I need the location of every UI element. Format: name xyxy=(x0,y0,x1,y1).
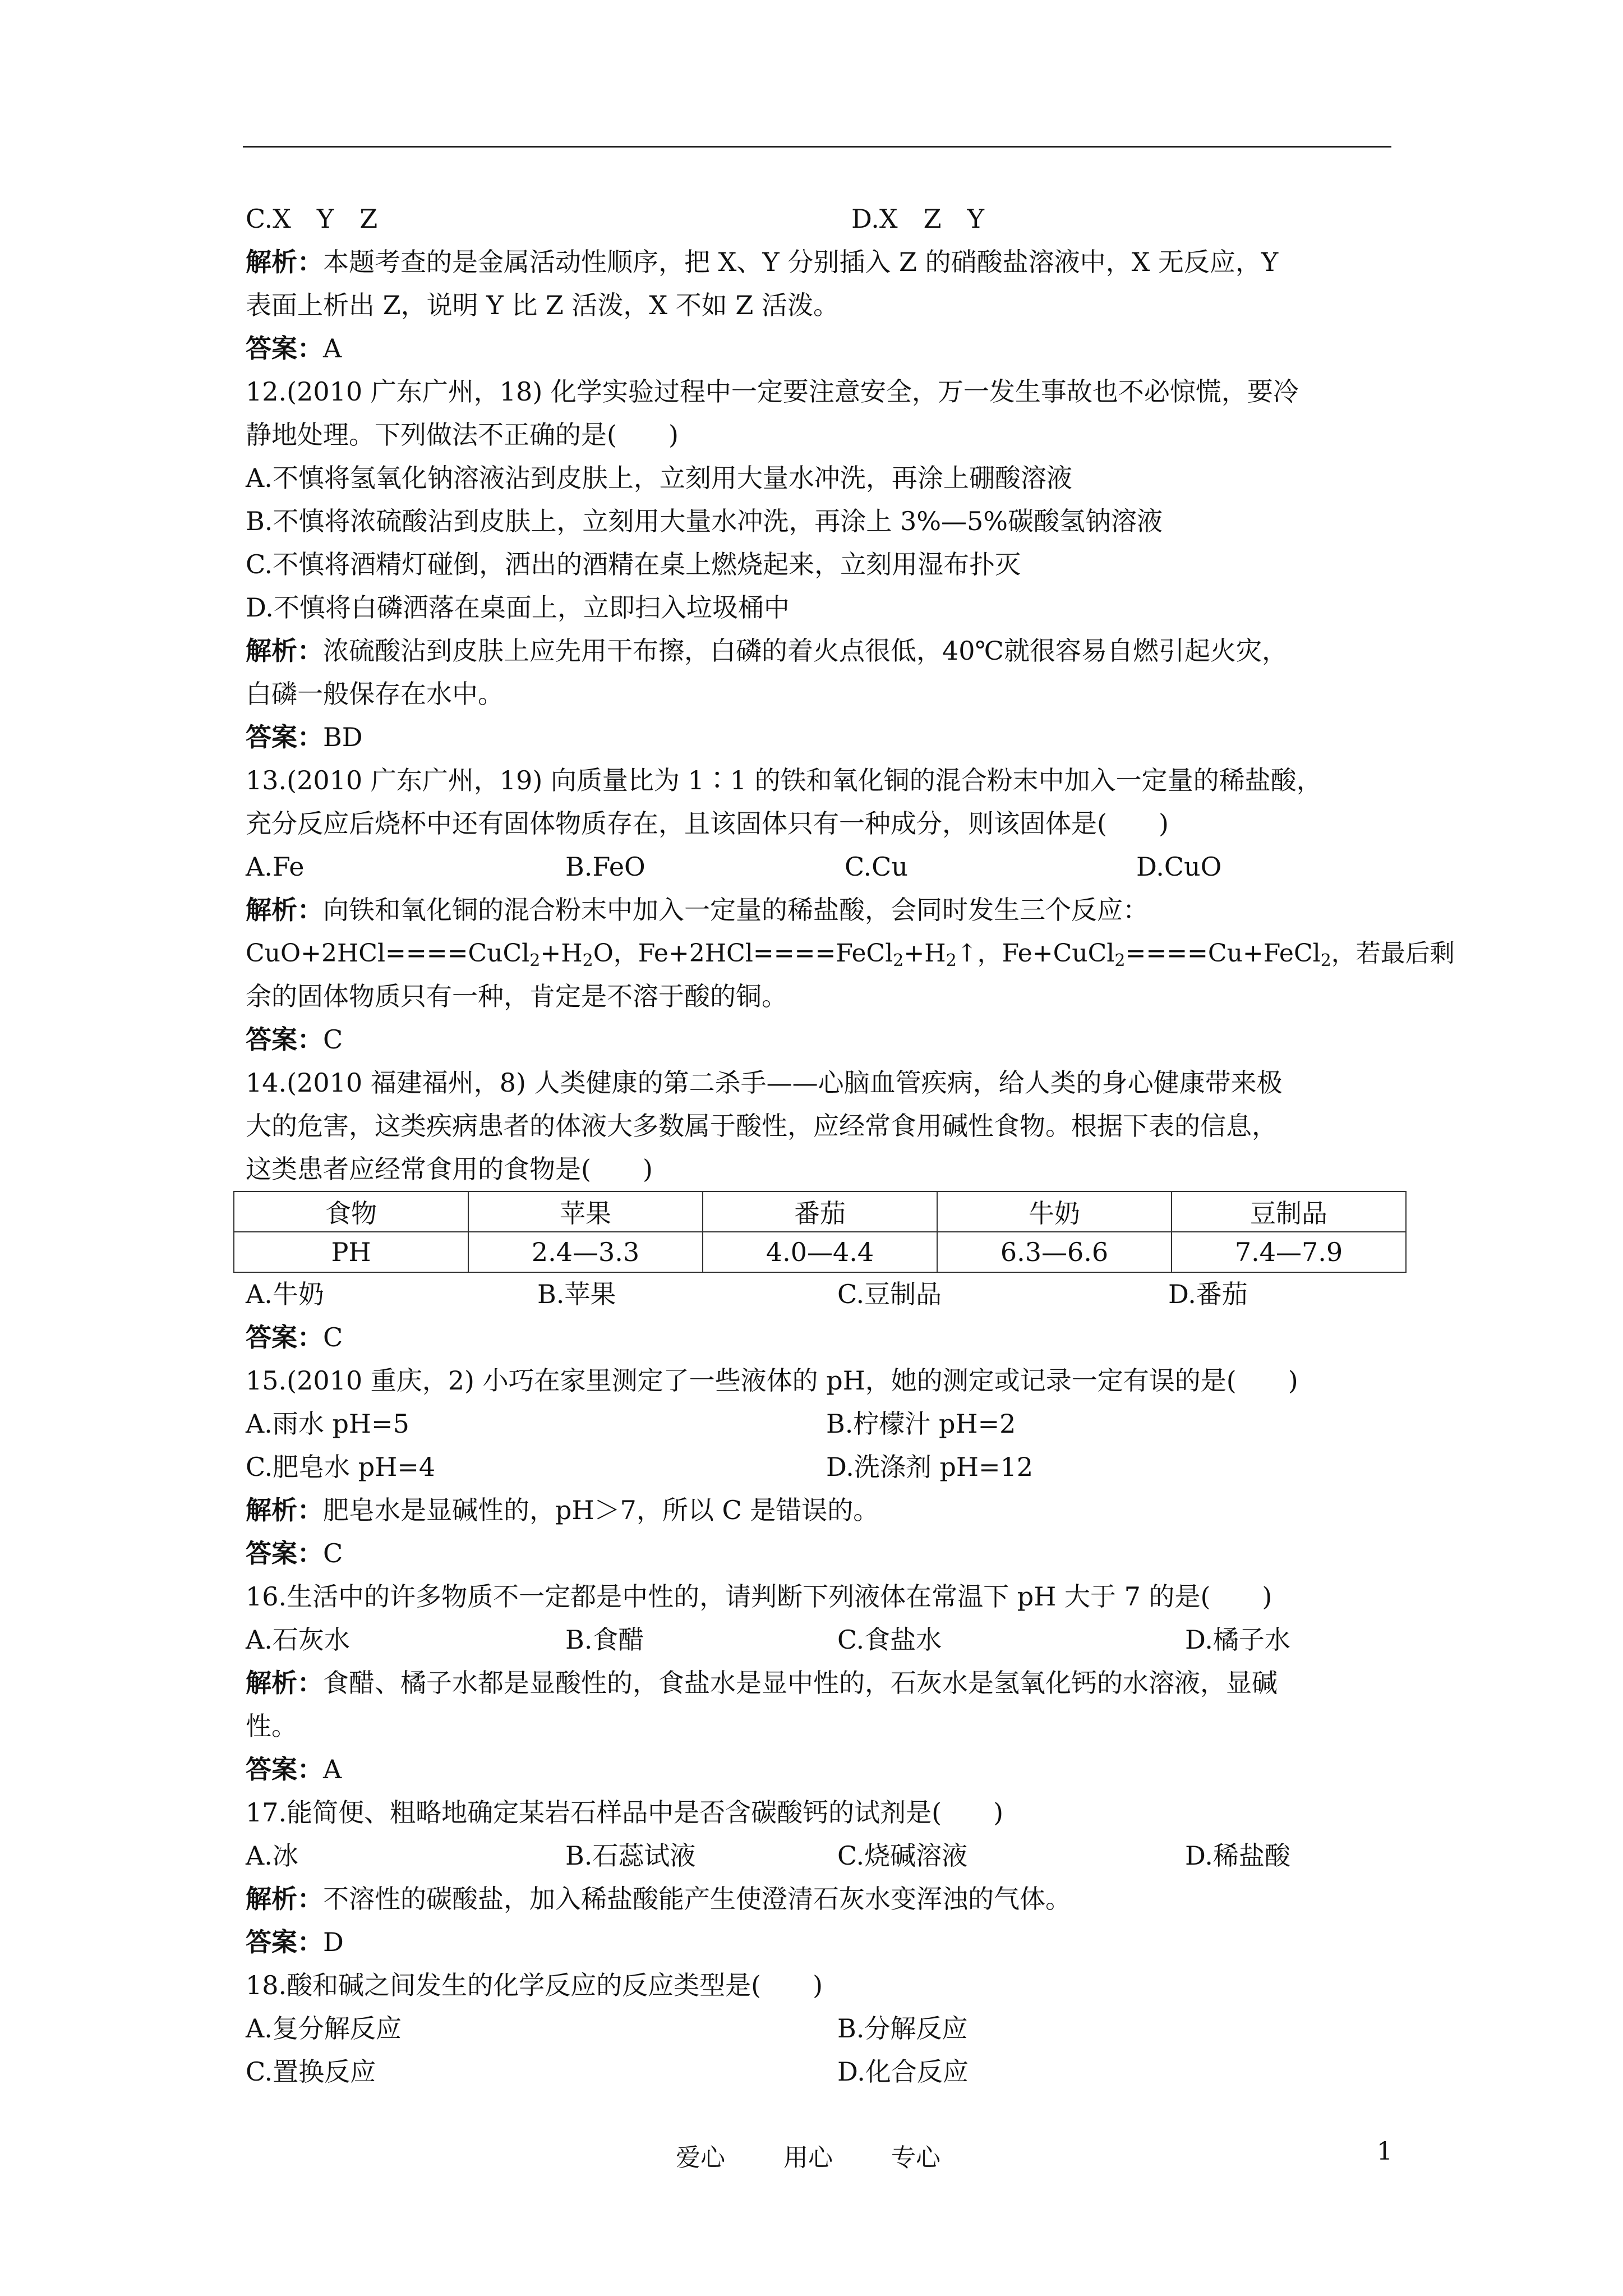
q18-option-a: A.复分解反应 xyxy=(246,2013,402,2044)
q12-analysis-cont: 白磷一般保存在水中。 xyxy=(246,679,504,709)
q14-options xyxy=(246,1273,1395,1316)
table-cell: 豆制品 xyxy=(1172,1191,1406,1232)
q11-analysis-cont: 表面上析出 Z，说明 Y 比 Z 活泼，X 不如 Z 活泼。 xyxy=(246,290,839,320)
answer-value: A xyxy=(323,333,342,364)
q17-answer xyxy=(246,1921,1395,1964)
answer-value: A xyxy=(323,1754,342,1784)
q13-option-c: C.Cu xyxy=(845,852,909,882)
eq-sub: 2 xyxy=(893,951,904,970)
eq-part: ====Cu+FeCl xyxy=(1125,939,1321,968)
q14-answer xyxy=(246,1316,1395,1359)
q14-stem: 14.(2010 福建福州，8) 人类健康的第二杀手——心脑血管疾病，给人类的身心健康带来极 xyxy=(246,1068,1283,1098)
footer-text: 爱心 xyxy=(676,2143,725,2172)
answer-label: 答案： xyxy=(246,1322,323,1352)
analysis-label: 解析： xyxy=(246,1884,323,1914)
table-cell: 番茄 xyxy=(703,1191,937,1232)
q15-stem: 15.(2010 重庆，2) 小巧在家里测定了一些液体的 pH，她的测定或记录一定有误的是( ) xyxy=(246,1365,1298,1396)
q13-option-d: D.CuO xyxy=(1136,852,1222,882)
answer-value: D xyxy=(323,1927,344,1957)
analysis-label: 解析： xyxy=(246,1495,323,1525)
q18-stem: 18.酸和碱之间发生的化学反应的反应类型是( ) xyxy=(246,1970,823,2000)
q18-option-c: C.置换反应 xyxy=(246,2056,376,2087)
q16-answer xyxy=(246,1748,1395,1791)
analysis-text: 本题考查的是金属活动性顺序，把 X、Y 分别插入 Z 的硝酸盐溶液中，X 无反应，Y xyxy=(323,247,1279,277)
eq-sub: 2 xyxy=(1114,951,1126,970)
table-cell: 2.4—3.3 xyxy=(468,1232,703,1272)
q13-equations xyxy=(246,932,1455,975)
analysis-label: 解析： xyxy=(246,895,323,925)
q16-option-c: C.食盐水 xyxy=(837,1625,942,1655)
q17-option-d: D.稀盐酸 xyxy=(1185,1841,1290,1871)
q16-stem: 16.生活中的许多物质不一定都是中性的，请判断下列液体在常温下 pH 大于 7 的是( ) xyxy=(246,1581,1272,1612)
page-footer xyxy=(676,2137,991,2173)
answer-label: 答案： xyxy=(246,333,323,364)
table-cell: 7.4—7.9 xyxy=(1172,1232,1406,1272)
q13-options xyxy=(246,845,1395,889)
q14-option-a: A.牛奶 xyxy=(246,1279,324,1309)
q13-analysis-cont: 余的固体物质只有一种，肯定是不溶于酸的铜。 xyxy=(246,981,787,1011)
q12-stem-cont: 静地处理。下列做法不正确的是( ) xyxy=(246,420,679,450)
eq-part: +H xyxy=(903,939,946,968)
q13-stem-cont: 充分反应后烧杯中还有固体物质存在，且该固体只有一种成分，则该固体是( ) xyxy=(246,808,1169,839)
page-number: 1 xyxy=(1377,2137,1393,2166)
q14-option-d: D.番茄 xyxy=(1168,1279,1248,1309)
q15-options-2 xyxy=(246,1446,1395,1489)
q15-option-a: A.雨水 pH=5 xyxy=(246,1409,409,1439)
q15-answer xyxy=(246,1532,1395,1575)
q13-stem: 13.(2010 广东广州，19) 向质量比为 1∶1 的铁和氧化铜的混合粉末中加入一定量的稀盐酸， xyxy=(246,765,1322,795)
q15-option-c: C.肥皂水 pH=4 xyxy=(246,1452,436,1482)
answer-label: 答案： xyxy=(246,722,323,752)
analysis-text: 不溶性的碳酸盐，加入稀盐酸能产生使澄清石灰水变浑浊的气体。 xyxy=(323,1884,1071,1914)
eq-part: +H xyxy=(540,939,583,968)
q18-options-2 xyxy=(246,2050,1395,2093)
eq-sub: 2 xyxy=(946,951,957,970)
q15-option-b: B.柠檬汁 pH=2 xyxy=(826,1409,1016,1439)
q17-option-b: B.石蕊试液 xyxy=(565,1841,696,1871)
q17-stem: 17.能简便、粗略地确定某岩石样品中是否含碳酸钙的试剂是( ) xyxy=(246,1797,1004,1828)
q11-answer xyxy=(246,327,1395,370)
q16-analysis xyxy=(246,1662,1395,1705)
q12-answer xyxy=(246,716,1395,759)
q18-options-1 xyxy=(246,2007,1395,2050)
document-body xyxy=(246,197,1455,2093)
analysis-label: 解析： xyxy=(246,247,323,277)
q12-option-b: B.不慎将浓硫酸沾到皮肤上，立刻用大量水冲洗，再涂上 3%—5%碳酸氢钠溶液 xyxy=(246,506,1163,536)
header-rule xyxy=(243,146,1391,148)
q15-option-d: D.洗涤剂 pH=12 xyxy=(826,1452,1034,1482)
answer-label: 答案： xyxy=(246,1754,323,1784)
answer-label: 答案： xyxy=(246,1024,323,1055)
eq-part: ↑，Fe+CuCl xyxy=(956,939,1115,968)
analysis-text: 肥皂水是显碱性的，pH＞7，所以 C 是错误的。 xyxy=(323,1495,879,1525)
q16-analysis-cont: 性。 xyxy=(246,1711,297,1741)
q16-option-d: D.橘子水 xyxy=(1185,1625,1290,1655)
answer-label: 答案： xyxy=(246,1927,323,1957)
table-row xyxy=(234,1232,1406,1272)
analysis-label: 解析： xyxy=(246,1668,323,1698)
q11-option-c: C.X Y Z xyxy=(246,204,378,234)
table-cell: 4.0—4.4 xyxy=(703,1232,937,1272)
q13-option-b: B.FeO xyxy=(565,852,645,882)
q16-option-b: B.食醋 xyxy=(565,1625,644,1655)
q16-option-a: A.石灰水 xyxy=(246,1625,350,1655)
q11-options xyxy=(246,197,1395,241)
q11-analysis xyxy=(246,241,1395,284)
eq-sub: 2 xyxy=(529,951,541,970)
q18-option-d: D.化合反应 xyxy=(837,2056,969,2087)
analysis-label: 解析： xyxy=(246,636,323,666)
table-cell: 牛奶 xyxy=(937,1191,1172,1232)
q15-options-1 xyxy=(246,1402,1395,1446)
q14-stem-cont: 大的危害，这类疾病患者的体液大多数属于酸性，应经常食用碱性食物。根据下表的信息， xyxy=(246,1111,1278,1141)
footer-text: 用心 xyxy=(783,2143,833,2172)
q17-option-c: C.烧碱溶液 xyxy=(837,1841,968,1871)
q16-options xyxy=(246,1618,1395,1662)
answer-value: C xyxy=(323,1538,343,1568)
q18-option-b: B.分解反应 xyxy=(837,2013,968,2044)
q12-option-c: C.不慎将酒精灯碰倒，洒出的酒精在桌上燃烧起来，立刻用湿布扑灭 xyxy=(246,549,1021,579)
q13-option-a: A.Fe xyxy=(246,852,305,882)
q12-analysis xyxy=(246,629,1395,673)
analysis-text: 食醋、橘子水都是显酸性的，食盐水是显中性的，石灰水是氢氧化钙的水溶液，显碱 xyxy=(323,1668,1278,1698)
eq-part: ，若最后剩 xyxy=(1331,939,1455,968)
q13-answer xyxy=(246,1018,1395,1061)
answer-label: 答案： xyxy=(246,1538,323,1568)
analysis-text: 向铁和氧化铜的混合粉末中加入一定量的稀盐酸，会同时发生三个反应： xyxy=(323,895,1149,925)
table-cell: 6.3—6.6 xyxy=(937,1232,1172,1272)
table-cell: 食物 xyxy=(234,1191,468,1232)
answer-value: C xyxy=(323,1024,343,1055)
q14-option-b: B.苹果 xyxy=(537,1279,616,1309)
q12-option-a: A.不慎将氢氧化钠溶液沾到皮肤上，立刻用大量水冲洗，再涂上硼酸溶液 xyxy=(246,463,1072,493)
analysis-text: 浓硫酸沾到皮肤上应先用干布擦，白磷的着火点很低，40℃就很容易自燃引起火灾， xyxy=(323,636,1288,666)
q15-analysis xyxy=(246,1489,1395,1532)
answer-value: BD xyxy=(323,722,363,752)
q13-analysis xyxy=(246,889,1395,932)
q12-stem: 12.(2010 广东广州，18) 化学实验过程中一定要注意安全，万一发生事故也不必惊慌，要冷 xyxy=(246,376,1299,407)
eq-part: CuO+2HCl====CuCl xyxy=(246,939,530,968)
q12-option-d: D.不慎将白磷洒落在桌面上，立即扫入垃圾桶中 xyxy=(246,592,790,623)
eq-part: O，Fe+2HCl====FeCl xyxy=(593,939,893,968)
q17-options xyxy=(246,1834,1395,1878)
q17-option-a: A.冰 xyxy=(246,1841,298,1871)
eq-sub: 2 xyxy=(582,951,593,970)
table-cell: 苹果 xyxy=(468,1191,703,1232)
answer-value: C xyxy=(323,1322,343,1352)
q17-analysis xyxy=(246,1878,1395,1921)
table-cell: PH xyxy=(234,1232,468,1272)
q14-stem-cont2: 这类患者应经常食用的食物是( ) xyxy=(246,1154,653,1184)
q14-option-c: C.豆制品 xyxy=(837,1279,942,1309)
ph-table xyxy=(233,1191,1407,1273)
eq-sub: 2 xyxy=(1320,951,1331,970)
footer-text: 专心 xyxy=(891,2143,940,2172)
table-header-row xyxy=(234,1191,1406,1232)
q11-option-d: D.X Z Y xyxy=(851,204,984,234)
